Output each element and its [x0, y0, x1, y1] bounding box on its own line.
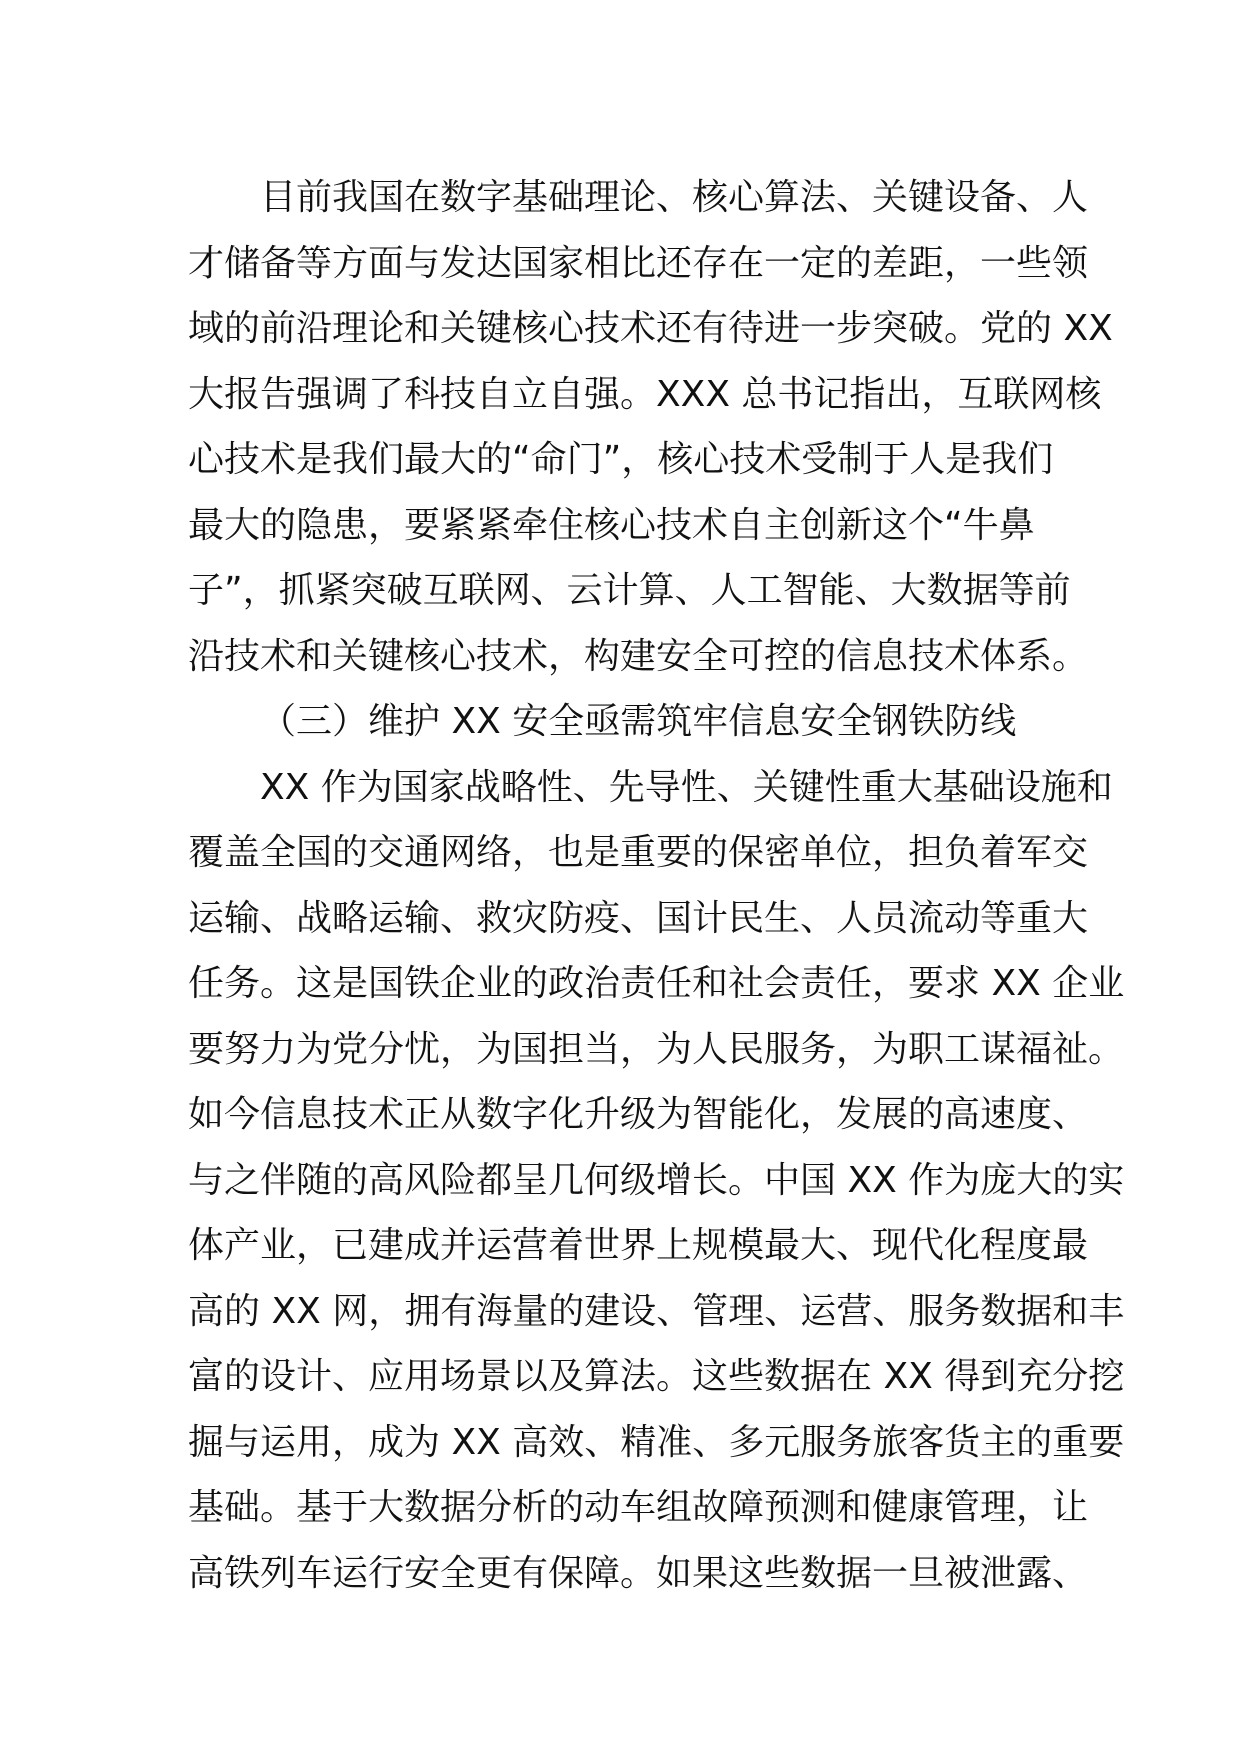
paragraph-line: 子”，抓紧突破互联网、云计算、人工智能、大数据等前: [188, 570, 1071, 611]
document-body: [188, 165, 1125, 1606]
paragraph-line: 域的前沿理论和关键核心技术还有待进一步突破。党的 XX: [188, 308, 1113, 349]
paragraph-line: 覆盖全国的交通网络，也是重要的保密单位，担负着军交: [188, 832, 1089, 873]
paragraph-line: 如今信息技术正从数字化升级为智能化，发展的高速度、: [188, 1094, 1089, 1135]
paragraph-line: 富的设计、应用场景以及算法。这些数据在 XX 得到充分挖: [188, 1356, 1125, 1397]
paragraph-line: 高的 XX 网，拥有海量的建设、管理、运营、服务数据和丰: [188, 1290, 1125, 1332]
paragraph-line: 目前我国在数字基础理论、核心算法、关键设备、人: [260, 177, 1089, 218]
paragraph-line: 要努力为党分忧，为国担当，为人民服务，为职工谋福祉。: [188, 1028, 1125, 1070]
paragraph-line: 最大的隐患，要紧紧牵住核心技术自主创新这个“牛鼻: [188, 504, 1035, 546]
paragraph-line: XX 作为国家战略性、先导性、关键性重大基础设施和: [260, 766, 1113, 808]
paragraph-line: 心技术是我们最大的“命门”，核心技术受制于人是我们: [188, 439, 1054, 480]
paragraph-line: 体产业，已建成并运营着世界上规模最大、现代化程度最: [188, 1225, 1089, 1266]
section-heading: （三）维护 XX 安全亟需筑牢信息安全钢铁防线: [260, 701, 1017, 742]
paragraph-line: 与之伴随的高风险都呈几何级增长。中国 XX 作为庞大的实: [188, 1159, 1125, 1201]
paragraph-xx-security: [188, 755, 1125, 1607]
paragraph-line: 运输、战略运输、救灾防疫、国计民生、人员流动等重大: [188, 897, 1089, 939]
paragraph-digital-gap: [188, 165, 1113, 689]
paragraph-line: 任务。这是国铁企业的政治责任和社会责任，要求 XX 企业: [188, 963, 1125, 1004]
paragraph-line: 基础。基于大数据分析的动车组故障预测和健康管理，让: [188, 1487, 1089, 1528]
paragraph-line: 沿技术和关键核心技术，构建安全可控的信息技术体系。: [188, 635, 1089, 677]
paragraph-line: 掘与运用，成为 XX 高效、精准、多元服务旅客货主的重要: [188, 1421, 1125, 1463]
paragraph-line: 大报告强调了科技自立自强。XXX 总书记指出，互联网核: [188, 373, 1102, 415]
paragraph-line: 才储备等方面与发达国家相比还存在一定的差距，一些领: [188, 242, 1089, 284]
paragraph-line: 高铁列车运行安全更有保障。如果这些数据一旦被泄露、: [188, 1552, 1089, 1594]
